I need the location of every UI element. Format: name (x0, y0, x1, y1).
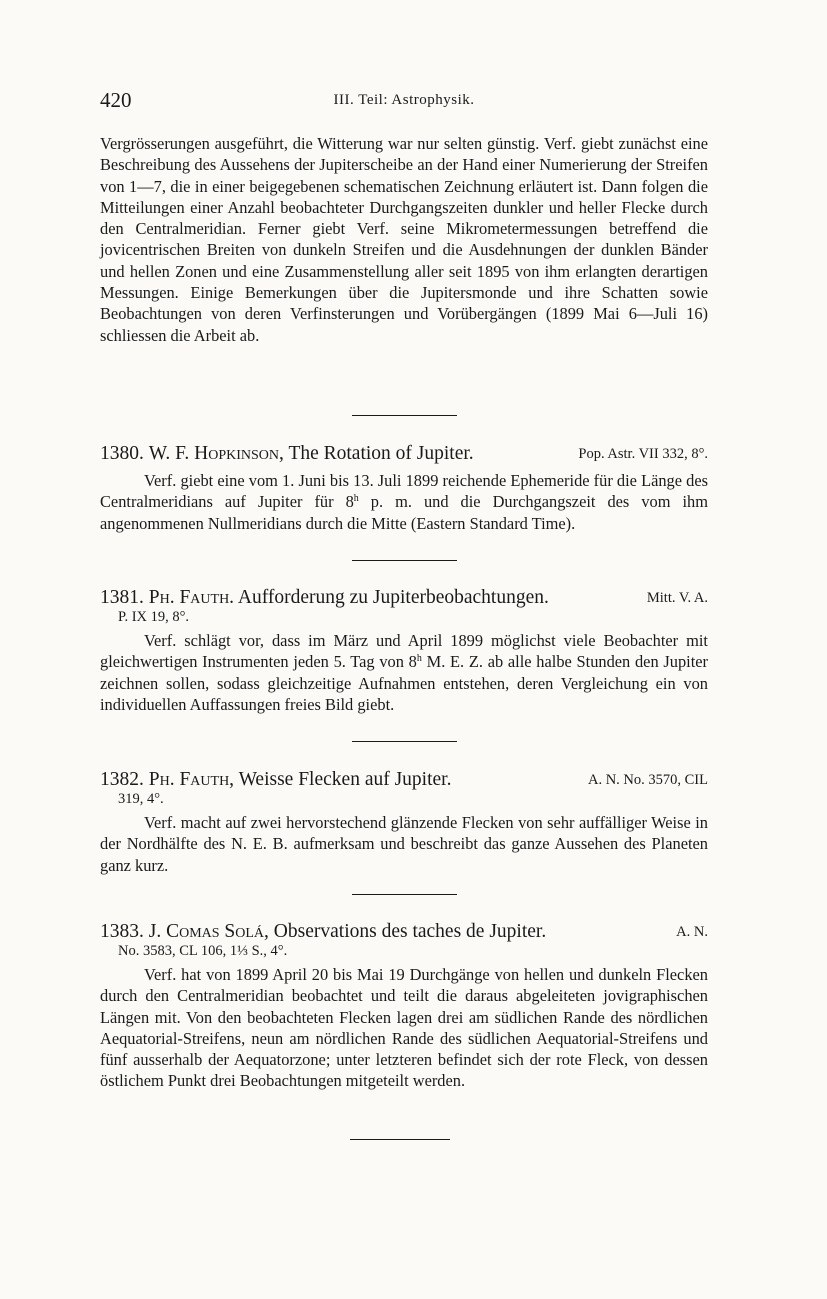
entry-abstract (100, 470, 708, 534)
entry-heading (100, 768, 708, 792)
entry-title: Aufforderung zu Jupiterbeobachtungen. (237, 587, 549, 608)
entry-heading (100, 442, 708, 466)
separator-rule (352, 741, 457, 742)
entry-title: Observations des taches de Jupiter. (273, 921, 547, 942)
separator-rule (352, 415, 457, 416)
entry-abstract (100, 630, 708, 715)
page-number: 420 (100, 88, 132, 112)
abstract-text: M. E. Z. ab alle halbe Stunden den Jupiter zeichnen sollen, sodass gleichzeitige Aufnahmen entstehen, deren Vergleichung ein von individuellen Auffassungen freies Bild giebt. (100, 652, 708, 714)
entry-author: Ph. Fauth, (148, 769, 235, 790)
entry-1383 (100, 920, 708, 1092)
entry-1380 (100, 442, 708, 534)
superscript-h: h (416, 653, 422, 665)
entry-number: 1382. (100, 769, 144, 790)
abstract-text: Verf. schlägt vor, dass im März und April 1899 möglichst viele Beobachter mit gleichwertigen Instrumenten jeden 5. Tag von 8 (100, 631, 708, 672)
entry-source: Pop. Astr. VII 332, 8°. (578, 446, 708, 462)
entry-1381 (100, 586, 708, 715)
entry-1382 (100, 768, 708, 876)
entry-heading (100, 586, 708, 610)
entry-title: The Rotation of Jupiter. (288, 443, 474, 464)
page-header (100, 88, 708, 118)
abstract-text: Verf. giebt eine vom 1. Juni bis 13. Juli 1899 reichende Ephemeride für die Länge des Centralmeridians auf Jupiter für 8 (100, 471, 708, 512)
entry-number: 1380. (100, 443, 144, 464)
running-head: III. Teil: Astrophysik. (333, 92, 475, 108)
entry-source-continued: 319, 4°. (118, 791, 164, 807)
entry-author: W. F. Hopkinson, (148, 443, 284, 464)
entry-number: 1381. (100, 587, 144, 608)
entry-source: Mitt. V. A. (646, 590, 708, 606)
entry-source: A. N. No. 3570, CIL (587, 772, 708, 788)
entry-title: Weisse Flecken auf Jupiter. (238, 769, 452, 790)
separator-rule (350, 1139, 450, 1140)
entry-number: 1383. (100, 921, 144, 942)
entry-source-continued: P. IX 19, 8°. (118, 609, 190, 625)
separator-rule (352, 894, 457, 895)
entry-author: J. Comas Solá, (148, 921, 269, 942)
separator-rule (352, 560, 457, 561)
entry-source-continued: No. 3583, CL 106, 1⅓ S., 4°. (118, 943, 288, 959)
entry-abstract: Verf. hat von 1899 April 20 bis Mai 19 Durchgänge von hellen und dunkeln Flecken durch den Centralmeridian beobachtet und teilt die daraus abgeleiteten jovigraphischen Längen mit. Von den beobachteten Flecken lagen drei am südlichen Rande des nördlichen Aequatorial-Streifens, neun am nördlichen Rande des südlichen Aequatorial-Streifens und fünf ausserhalb der Aequatorzone; unter letzteren befindet sich der rote Fleck, von dessen östlichem Punkt drei Beobachtungen mitgeteilt werden. (100, 965, 708, 1091)
continuation-paragraph: Vergrösserungen ausgeführt, die Witterung war nur selten günstig. Verf. giebt zunächst eine Beschreibung des Aussehens der Jupiterscheibe an der Hand einer Numerierung der Streifen von 1—7, die in einer beigegebenen schematischen Zeichnung erläutert ist. Dann folgen die Mitteilungen einer Anzahl beobachteter Durchgangszeiten dunkler und heller Flecke durch den Centralmeridian. Ferner giebt Verf. seine Mikrometermessungen betreffend die jovicentrischen Breiten von dunkeln Streifen und die Ausdehnungen der dunklen Bänder und hellen Zonen und eine Zusammenstellung aller seit 1895 von ihm erlangten derartigen Messungen. Einige Bemerkungen über die Jupitersmonde und ihre Schatten sowie Beobachtungen von deren Verfinsterungen und Vorübergängen (1899 Mai 6—Juli 16) schliessen die Arbeit ab. (100, 134, 708, 345)
abstract-text: p. m. und die Durchgangszeit des vom ihm angenommenen Nullmeridians durch die Mitte (Eastern Standard Time). (100, 492, 708, 533)
entry-abstract: Verf. macht auf zwei hervorstechend glänzende Flecken von sehr auffälliger Weise in der Nordhälfte des N. E. B. aufmerksam und beschreibt das ganze Aussehen des Planeten ganz kurz. (100, 813, 708, 875)
entry-source: A. N. (676, 924, 708, 940)
entry-heading (100, 920, 708, 944)
entry-author: Ph. Fauth. (148, 587, 235, 608)
superscript-h: h (353, 493, 359, 505)
